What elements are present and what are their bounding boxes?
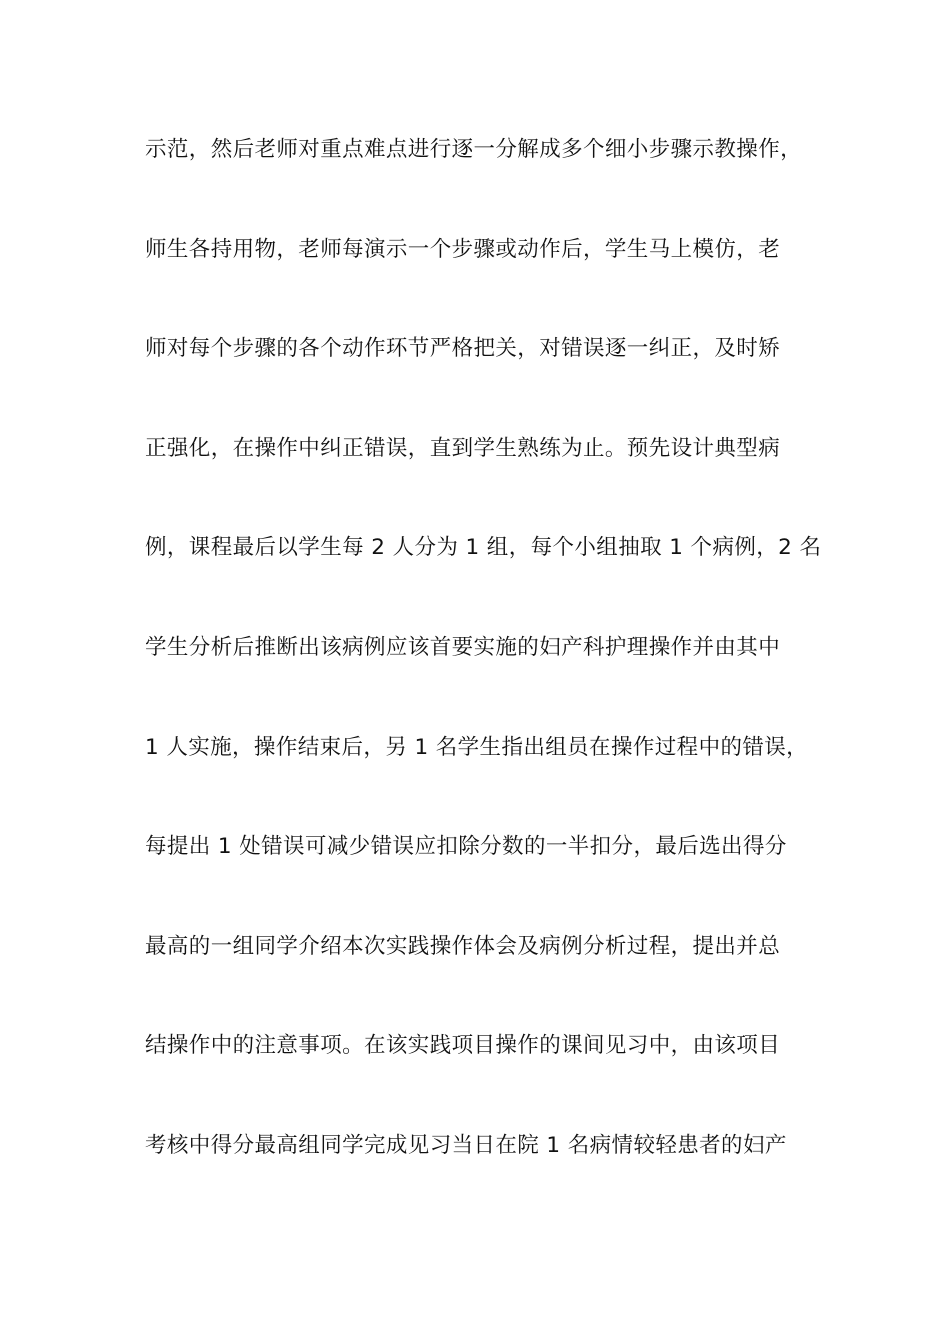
text-line: 学生分析后推断出该病例应该首要实施的妇产科护理操作并由其中 (145, 634, 781, 660)
text-line: 正强化，在操作中纠正错误，直到学生熟练为止。预先设计典型病 (145, 435, 781, 461)
body-text (145, 128, 825, 1224)
text-line: 考核中得分最高组同学完成见习当日在院 1 名病情较轻患者的妇产 (145, 1132, 787, 1158)
text-line: 师生各持用物，老师每演示一个步骤或动作后，学生马上模仿，老 (145, 236, 781, 262)
text-line: 结操作中的注意事项。在该实践项目操作的课间见习中，由该项目 (145, 1033, 781, 1059)
text-line: 每提出 1 处错误可减少错误应扣除分数的一半扣分，最后选出得分 (145, 834, 787, 860)
text-line: 示范，然后老师对重点难点进行逐一分解成多个细小步骤示教操作， (145, 137, 803, 162)
text-line: 1 人实施，操作结束后，另 1 名学生指出组员在操作过程中的错误， (145, 734, 809, 760)
text-line: 最高的一组同学介绍本次实践操作体会及病例分析过程，提出并总 (145, 933, 781, 959)
text-line: 例，课程最后以学生每 2 人分为 1 组，每个小组抽取 1 个病例，2 名 (145, 535, 822, 561)
text-line: 师对每个步骤的各个动作环节严格把关，对错误逐一纠正，及时矫 (145, 336, 781, 362)
